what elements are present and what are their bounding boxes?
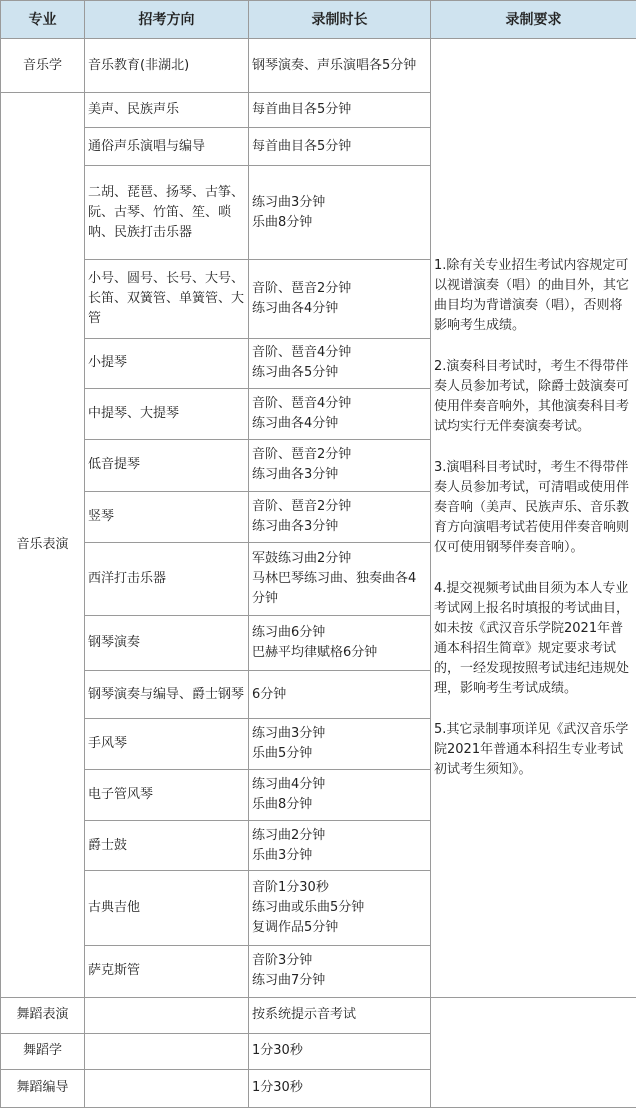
direction-cell: 钢琴演奏: [85, 616, 249, 671]
requirement-item: 2.演奏科目考试时，考生不得带伴奏人员参加考试，除爵士鼓演奏可使用伴奏音响外，其他演奏科目考试均实行无伴奏演奏考试。: [434, 358, 630, 434]
duration-cell: [249, 770, 431, 821]
duration-line: 练习曲6分钟: [252, 625, 326, 641]
duration-line: 练习曲7分钟: [252, 973, 326, 989]
header-major: 专业: [1, 1, 85, 39]
requirement-item: 4.提交视频考试曲目须为本人专业考试网上报名时填报的考试曲目，如未按《武汉音乐学院2021年普通本科招生简章》规定要求考试的，一经发现按照考试违纪违规处理，影响考生考试成绩。: [434, 580, 630, 696]
duration-line: 练习曲3分钟: [252, 726, 326, 742]
duration-cell: [249, 1069, 431, 1107]
duration-line: 练习曲各4分钟: [252, 300, 339, 316]
direction-cell: 小号、圆号、长号、大号、长笛、双簧管、单簧管、大管: [85, 260, 249, 338]
direction-cell: 萨克斯管: [85, 945, 249, 997]
duration-cell: [249, 719, 431, 770]
duration-cell: [249, 616, 431, 671]
header-direction: 招考方向: [85, 1, 249, 39]
duration-line: 音阶、琶音4分钟: [252, 345, 352, 361]
duration-line: 练习曲各4分钟: [252, 415, 339, 431]
duration-line: 练习曲4分钟: [252, 777, 326, 793]
direction-cell: 中提琴、大提琴: [85, 388, 249, 439]
header-row: [1, 1, 636, 39]
direction-cell: 音乐教育(非湖北): [85, 39, 249, 93]
duration-line: 练习曲3分钟: [252, 194, 326, 210]
duration-line: 练习曲各3分钟: [252, 518, 339, 534]
requirement-item: 5.其它录制事项详见《武汉音乐学院2021年普通本科招生专业考试初试考生须知》。: [434, 721, 629, 777]
duration-cell: [249, 542, 431, 615]
duration-line: 复调作品5分钟: [252, 920, 339, 936]
header-duration: 录制时长: [249, 1, 431, 39]
duration-line: 乐曲3分钟: [252, 847, 313, 863]
duration-line: 1分30秒: [252, 1080, 303, 1096]
direction-cell: [85, 997, 249, 1033]
direction-cell: 西洋打击乐器: [85, 542, 249, 615]
direction-cell: 古典吉他: [85, 871, 249, 945]
major-cell: 舞蹈编导: [1, 1069, 85, 1107]
duration-cell: [249, 439, 431, 491]
major-cell: 音乐表演: [1, 93, 85, 998]
duration-cell: [249, 1033, 431, 1069]
duration-cell: [249, 821, 431, 871]
duration-cell: [249, 491, 431, 542]
duration-line: 乐曲5分钟: [252, 746, 313, 762]
duration-line: 练习曲2分钟: [252, 827, 326, 843]
duration-line: 音阶、琶音2分钟: [252, 447, 352, 463]
major-cell: 舞蹈表演: [1, 997, 85, 1033]
direction-cell: [85, 1033, 249, 1069]
duration-line: 1分30秒: [252, 1043, 303, 1059]
duration-cell: [249, 671, 431, 719]
duration-line: 每首曲目各5分钟: [252, 138, 352, 154]
direction-cell: [85, 1069, 249, 1107]
header-requirements: 录制要求: [431, 1, 636, 39]
duration-cell: [249, 338, 431, 388]
requirements-empty-cell: [431, 997, 636, 1107]
duration-line: 音阶、琶音2分钟: [252, 498, 352, 514]
duration-cell: [249, 166, 431, 260]
duration-cell: [249, 388, 431, 439]
duration-line: 练习曲各3分钟: [252, 467, 339, 483]
table-row: [1, 997, 636, 1033]
direction-cell: 爵士鼓: [85, 821, 249, 871]
table-row: [1, 39, 636, 93]
requirement-item: 1.除有关专业招生考试内容规定可以视谱演奏（唱）的曲目外，其它曲目均为背谱演奏（唱），否则将影响考生成绩。: [434, 257, 630, 333]
direction-cell: 美声、民族声乐: [85, 93, 249, 128]
duration-line: 马林巴琴练习曲、独奏曲各4分钟: [252, 570, 417, 606]
duration-line: 巴赫平均律赋格6分钟: [252, 645, 378, 661]
direction-cell: 小提琴: [85, 338, 249, 388]
direction-cell: 手风琴: [85, 719, 249, 770]
duration-cell: [249, 997, 431, 1033]
duration-cell: [249, 260, 431, 338]
duration-line: 6分钟: [252, 686, 287, 702]
major-cell: 音乐学: [1, 39, 85, 93]
duration-line: 军鼓练习曲2分钟: [252, 550, 352, 566]
duration-cell: [249, 871, 431, 945]
duration-line: 音阶、琶音2分钟: [252, 280, 352, 296]
requirements-cell: [431, 39, 636, 998]
duration-cell: [249, 945, 431, 997]
duration-line: 钢琴演奏、声乐演唱各5分钟: [252, 57, 417, 73]
direction-cell: 通俗声乐演唱与编导: [85, 128, 249, 166]
duration-line: 练习曲或乐曲5分钟: [252, 900, 365, 916]
duration-line: 练习曲各5分钟: [252, 365, 339, 381]
duration-line: 音阶、琶音4分钟: [252, 395, 352, 411]
direction-cell: 低音提琴: [85, 439, 249, 491]
direction-cell: 电子管风琴: [85, 770, 249, 821]
duration-line: 音阶3分钟: [252, 953, 313, 969]
duration-cell: [249, 39, 431, 93]
duration-cell: [249, 93, 431, 128]
requirement-item: 3.演唱科目考试时，考生不得带伴奏人员参加考试，可清唱或使用伴奏音响（美声、民族声乐、音乐教育方向演唱考试若使用伴奏音响则仅可使用钢琴伴奏音响）。: [434, 459, 630, 555]
duration-line: 每首曲目各5分钟: [252, 102, 352, 118]
duration-line: 音阶1分30秒: [252, 880, 329, 896]
major-cell: 舞蹈学: [1, 1033, 85, 1069]
direction-cell: 钢琴演奏与编导、爵士钢琴: [85, 671, 249, 719]
duration-line: 按系统提示音考试: [252, 1007, 357, 1023]
direction-cell: 竖琴: [85, 491, 249, 542]
duration-cell: [249, 128, 431, 166]
duration-line: 乐曲8分钟: [252, 214, 313, 230]
duration-line: 乐曲8分钟: [252, 797, 313, 813]
direction-cell: 二胡、琵琶、扬琴、古筝、阮、古琴、竹笛、笙、唢呐、民族打击乐器: [85, 166, 249, 260]
